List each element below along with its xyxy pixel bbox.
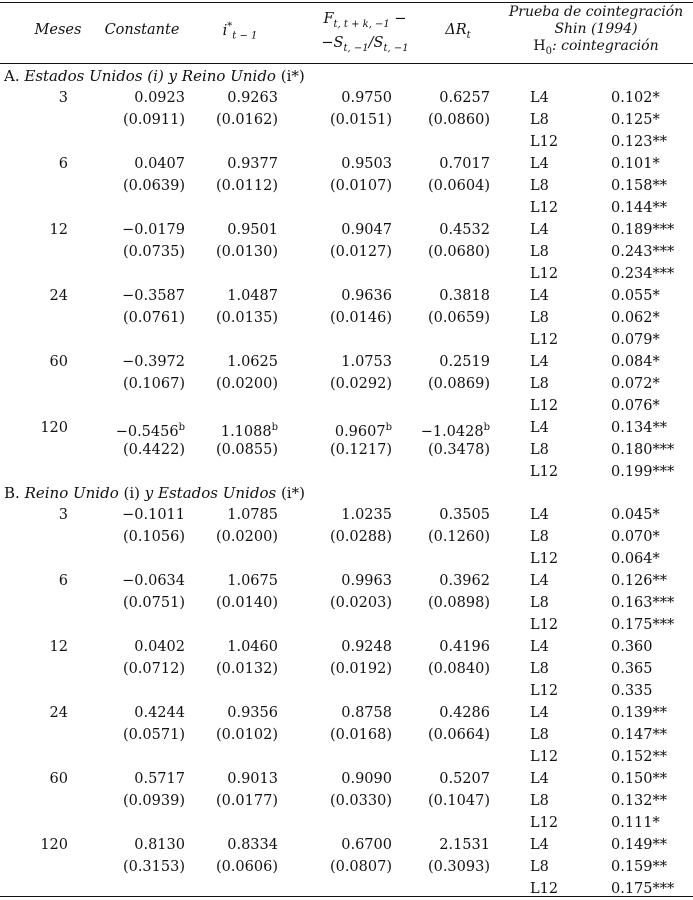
test-lag: L12 — [530, 200, 559, 216]
forward-premium-std-error: (0.0330) — [329, 793, 392, 809]
delta-r-std-error: (0.0659) — [427, 310, 490, 326]
forward-premium-estimate: 0.9248 — [341, 639, 392, 655]
test-lag: L12 — [530, 617, 559, 633]
test-lag: L4 — [530, 288, 549, 304]
delta-r-estimate: 0.4286 — [439, 705, 490, 721]
i-lag-estimate: 0.9013 — [227, 771, 278, 787]
section-label: B. Reino Unido (i) y Estados Unidos (i*) — [4, 484, 305, 502]
i-lag-estimate: 1.0460 — [227, 639, 278, 655]
maturity-months: 3 — [58, 90, 68, 106]
i-lag-std-error: (0.0855) — [215, 442, 278, 458]
maturity-months: 12 — [49, 222, 68, 238]
constant-estimate: −0.1011 — [122, 507, 185, 523]
delta-r-std-error: (0.1260) — [427, 529, 490, 545]
constant-estimate: 0.5717 — [134, 771, 185, 787]
forward-premium-std-error: (0.0151) — [329, 112, 392, 128]
constant-estimate: 0.0407 — [134, 156, 185, 172]
test-statistic: 0.163*** — [611, 595, 675, 611]
delta-r-estimate: 0.5207 — [439, 771, 490, 787]
delta-r-std-error: (0.1047) — [427, 793, 490, 809]
forward-premium-estimate: 0.6700 — [341, 837, 392, 853]
maturity-months: 6 — [58, 573, 68, 589]
delta-r-std-error: (0.0840) — [427, 661, 490, 677]
test-lag: L4 — [530, 705, 549, 721]
header-rule — [0, 63, 693, 64]
i-lag-estimate: 1.1088$^b$ — [220, 422, 278, 440]
test-statistic: 0.055* — [611, 288, 660, 304]
forward-premium-estimate: 0.9750 — [341, 90, 392, 106]
test-statistic: 0.234*** — [611, 266, 675, 282]
test-lag: L8 — [530, 727, 549, 743]
delta-r-estimate: 0.2519 — [439, 354, 490, 370]
delta-r-std-error: (0.3478) — [427, 442, 490, 458]
delta-r-estimate: 2.1531 — [439, 837, 490, 853]
test-lag: L4 — [530, 771, 549, 787]
delta-r-std-error: (0.3093) — [427, 859, 490, 875]
test-lag: L8 — [530, 442, 549, 458]
test-statistic: 0.147** — [611, 727, 668, 743]
test-lag: L8 — [530, 529, 549, 545]
i-lag-std-error: (0.0132) — [215, 661, 278, 677]
test-lag: L12 — [530, 134, 559, 150]
test-lag: L12 — [530, 398, 559, 414]
test-lag: L12 — [530, 881, 559, 897]
maturity-months: 120 — [40, 837, 68, 853]
test-lag: L4 — [530, 156, 549, 172]
test-statistic: 0.175*** — [611, 881, 675, 897]
header-forward-premium: $F_{t, t + k, -1}$ − $-S_{t, -1}/S_{t, -1}$ — [321, 11, 409, 54]
test-lag: L8 — [530, 859, 549, 875]
delta-r-estimate: 0.4532 — [439, 222, 490, 238]
forward-premium-estimate: 1.0235 — [341, 507, 392, 523]
header-meses: Meses — [34, 22, 82, 38]
maturity-months: 60 — [49, 354, 68, 370]
i-lag-estimate: 0.9501 — [227, 222, 278, 238]
test-statistic: 0.125* — [611, 112, 660, 128]
constant-std-error: (0.0939) — [122, 793, 185, 809]
constant-std-error: (0.0761) — [122, 310, 185, 326]
i-lag-std-error: (0.0177) — [215, 793, 278, 809]
test-statistic: 0.064* — [611, 551, 660, 567]
delta-r-estimate: 0.3962 — [439, 573, 490, 589]
test-statistic: 0.079* — [611, 332, 660, 348]
i-lag-estimate: 1.0785 — [227, 507, 278, 523]
delta-r-estimate: 0.6257 — [439, 90, 490, 106]
test-lag: L8 — [530, 595, 549, 611]
constant-std-error: (0.0735) — [122, 244, 185, 260]
forward-premium-estimate: 0.9503 — [341, 156, 392, 172]
test-statistic: 0.175*** — [611, 617, 675, 633]
constant-std-error: (0.1056) — [122, 529, 185, 545]
forward-premium-std-error: (0.0807) — [329, 859, 392, 875]
forward-premium-estimate: 0.9047 — [341, 222, 392, 238]
test-statistic: 0.111* — [611, 815, 660, 831]
bottom-rule — [0, 896, 693, 897]
top-rule — [0, 2, 693, 3]
test-statistic: 0.070* — [611, 529, 660, 545]
i-lag-std-error: (0.0200) — [215, 376, 278, 392]
test-statistic: 0.101* — [611, 156, 660, 172]
i-lag-std-error: (0.0130) — [215, 244, 278, 260]
forward-premium-estimate: 1.0753 — [341, 354, 392, 370]
constant-std-error: (0.0571) — [122, 727, 185, 743]
i-lag-std-error: (0.0135) — [215, 310, 278, 326]
forward-premium-std-error: (0.0127) — [329, 244, 392, 260]
forward-premium-std-error: (0.0203) — [329, 595, 392, 611]
constant-estimate: 0.0923 — [134, 90, 185, 106]
delta-r-estimate: −1.0428$^b$ — [420, 422, 490, 440]
test-statistic: 0.189*** — [611, 222, 675, 238]
section-label: A. Estados Unidos (i) y Reino Unido (i*) — [4, 67, 305, 85]
test-lag: L4 — [530, 222, 549, 238]
maturity-months: 120 — [40, 420, 68, 436]
test-statistic: 0.365 — [611, 661, 653, 677]
i-lag-estimate: 0.9377 — [227, 156, 278, 172]
constant-std-error: (0.0712) — [122, 661, 185, 677]
test-lag: L12 — [530, 815, 559, 831]
constant-estimate: −0.0634 — [122, 573, 185, 589]
forward-premium-estimate: 0.8758 — [341, 705, 392, 721]
test-statistic: 0.084* — [611, 354, 660, 370]
i-lag-estimate: 1.0675 — [227, 573, 278, 589]
i-lag-std-error: (0.0606) — [215, 859, 278, 875]
test-statistic: 0.045* — [611, 507, 660, 523]
i-lag-estimate: 1.0487 — [227, 288, 278, 304]
i-lag-std-error: (0.0112) — [215, 178, 278, 194]
test-statistic: 0.199*** — [611, 464, 675, 480]
delta-r-estimate: 0.3818 — [439, 288, 490, 304]
test-lag: L12 — [530, 332, 559, 348]
maturity-months: 12 — [49, 639, 68, 655]
delta-r-std-error: (0.0898) — [427, 595, 490, 611]
forward-premium-std-error: (0.1217) — [329, 442, 392, 458]
test-lag: L8 — [530, 112, 549, 128]
i-lag-std-error: (0.0162) — [215, 112, 278, 128]
delta-r-std-error: (0.0869) — [427, 376, 490, 392]
constant-std-error: (0.0639) — [122, 178, 185, 194]
i-lag-estimate: 0.8334 — [227, 837, 278, 853]
forward-premium-estimate: 0.9963 — [341, 573, 392, 589]
test-lag: L12 — [530, 683, 559, 699]
maturity-months: 24 — [49, 288, 68, 304]
test-lag: L8 — [530, 661, 549, 677]
test-statistic: 0.134** — [611, 420, 668, 436]
test-statistic: 0.150** — [611, 771, 668, 787]
test-lag: L4 — [530, 639, 549, 655]
constant-estimate: 0.8130 — [134, 837, 185, 853]
test-statistic: 0.139** — [611, 705, 668, 721]
header-i-lagged: $i^*_{t - 1}$ — [222, 21, 258, 42]
test-statistic: 0.072* — [611, 376, 660, 392]
test-lag: L8 — [530, 310, 549, 326]
test-lag: L4 — [530, 420, 549, 436]
constant-estimate: −0.0179 — [122, 222, 185, 238]
test-lag: L8 — [530, 793, 549, 809]
delta-r-std-error: (0.0604) — [427, 178, 490, 194]
test-lag: L12 — [530, 749, 559, 765]
test-lag: L8 — [530, 244, 549, 260]
i-lag-estimate: 1.0625 — [227, 354, 278, 370]
test-lag: L4 — [530, 507, 549, 523]
forward-premium-estimate: 0.9607$^b$ — [334, 422, 392, 440]
test-statistic: 0.144** — [611, 200, 668, 216]
constant-std-error: (0.1067) — [122, 376, 185, 392]
test-statistic: 0.360 — [611, 639, 653, 655]
test-lag: L4 — [530, 837, 549, 853]
forward-premium-std-error: (0.0107) — [329, 178, 392, 194]
test-lag: L8 — [530, 376, 549, 392]
constant-std-error: (0.0911) — [122, 112, 185, 128]
constant-estimate: −0.3972 — [122, 354, 185, 370]
test-lag: L4 — [530, 573, 549, 589]
maturity-months: 60 — [49, 771, 68, 787]
forward-premium-std-error: (0.0292) — [329, 376, 392, 392]
delta-r-std-error: (0.0664) — [427, 727, 490, 743]
delta-r-std-error: (0.0680) — [427, 244, 490, 260]
forward-premium-std-error: (0.0168) — [329, 727, 392, 743]
forward-premium-std-error: (0.0288) — [329, 529, 392, 545]
header-cointegration-test: Prueba de cointegración Shin (1994) $H_0$: cointegración — [508, 4, 684, 57]
test-statistic: 0.158** — [611, 178, 668, 194]
test-lag: L8 — [530, 178, 549, 194]
delta-r-estimate: 0.7017 — [439, 156, 490, 172]
constant-std-error: (0.3153) — [122, 859, 185, 875]
test-lag: L12 — [530, 551, 559, 567]
test-statistic: 0.123** — [611, 134, 668, 150]
maturity-months: 3 — [58, 507, 68, 523]
i-lag-estimate: 0.9356 — [227, 705, 278, 721]
test-statistic: 0.132** — [611, 793, 668, 809]
test-statistic: 0.102* — [611, 90, 660, 106]
test-statistic: 0.062* — [611, 310, 660, 326]
forward-premium-estimate: 0.9636 — [341, 288, 392, 304]
constant-estimate: −0.3587 — [122, 288, 185, 304]
constant-std-error: (0.4422) — [122, 442, 185, 458]
i-lag-estimate: 0.9263 — [227, 90, 278, 106]
test-lag: L12 — [530, 464, 559, 480]
header-constante: Constante — [104, 22, 180, 38]
constant-estimate: −0.5456$^b$ — [115, 422, 185, 440]
delta-r-std-error: (0.0860) — [427, 112, 490, 128]
i-lag-std-error: (0.0200) — [215, 529, 278, 545]
constant-estimate: 0.0402 — [134, 639, 185, 655]
test-statistic: 0.243*** — [611, 244, 675, 260]
test-lag: L4 — [530, 90, 549, 106]
i-lag-std-error: (0.0140) — [215, 595, 278, 611]
test-statistic: 0.180*** — [611, 442, 675, 458]
forward-premium-std-error: (0.0192) — [329, 661, 392, 677]
forward-premium-estimate: 0.9090 — [341, 771, 392, 787]
test-statistic: 0.126** — [611, 573, 668, 589]
forward-premium-std-error: (0.0146) — [329, 310, 392, 326]
test-statistic: 0.149** — [611, 837, 668, 853]
delta-r-estimate: 0.4196 — [439, 639, 490, 655]
test-statistic: 0.159** — [611, 859, 668, 875]
maturity-months: 6 — [58, 156, 68, 172]
test-statistic: 0.076* — [611, 398, 660, 414]
test-lag: L4 — [530, 354, 549, 370]
test-statistic: 0.152** — [611, 749, 668, 765]
i-lag-std-error: (0.0102) — [215, 727, 278, 743]
maturity-months: 24 — [49, 705, 68, 721]
test-lag: L12 — [530, 266, 559, 282]
header-delta-r: $\Delta R_t$ — [445, 22, 471, 41]
delta-r-estimate: 0.3505 — [439, 507, 490, 523]
constant-std-error: (0.0751) — [122, 595, 185, 611]
test-statistic: 0.335 — [611, 683, 653, 699]
constant-estimate: 0.4244 — [134, 705, 185, 721]
